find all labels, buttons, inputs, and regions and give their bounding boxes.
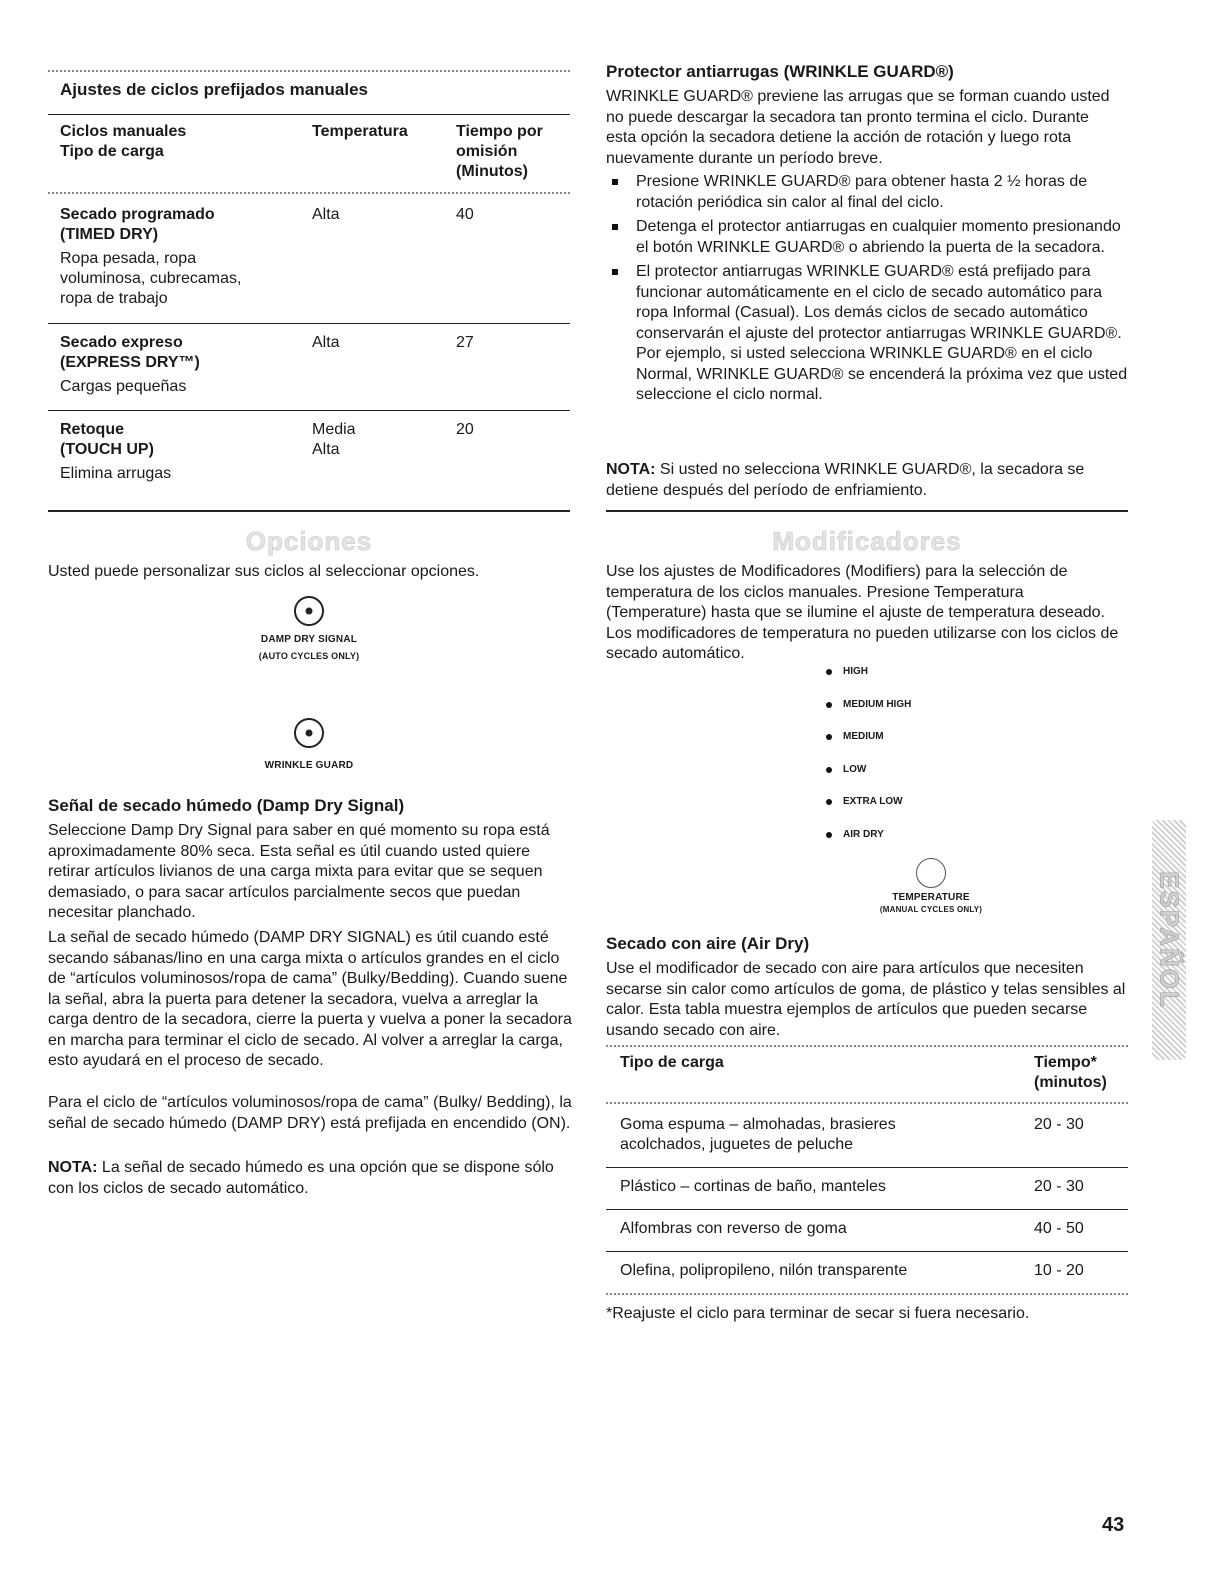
divider: [48, 510, 570, 512]
wrinkle-guard-knob: [48, 718, 570, 771]
divider: [48, 70, 570, 72]
cycle-desc: ropa de trabajo: [60, 290, 168, 307]
side-tab-label: ESPAÑOL: [1154, 871, 1185, 1009]
temp-option: AIR DRY: [826, 829, 911, 862]
list-item: Presione WRINKLE GUARD® para obtener hasta 2 ½ horas de rotación periódica sin calor al final del ciclo.: [606, 172, 1128, 213]
damp-dry-p2: La señal de secado húmedo (DAMP DRY SIGNAL) es útil cuando esté secando sábanas/lino en una carga mixta o artículos grandes en el ciclo de “artículos voluminosos/ropa de cama” (Bulky/Bedding). Cuando suene la señal, abra la puerta para detener la secadora, vuelva a arreglar la carga dentro de la secadora, cierre la puerta y vuelva a poner la secadora en marcha para terminar el ciclo de secado. Al volver a arreglar la carga, esto ayudará en el proceso de secado.: [48, 929, 572, 1069]
cycle-temp: Alta: [312, 441, 340, 458]
air-dry-heading: Secado con aire (Air Dry): [606, 934, 810, 953]
load-text: Alfombras con reverso de goma: [620, 1220, 847, 1237]
cycle-desc: voluminosa, cubrecamas,: [60, 270, 242, 287]
cycle-desc: Elimina arrugas: [60, 465, 172, 482]
temp-option: LOW: [826, 764, 911, 797]
wrinkle-heading: Protector antiarrugas (WRINKLE GUARD®): [606, 62, 954, 81]
header-manual-cycles: Ciclos manuales: [60, 123, 187, 140]
cycle-desc: Cargas pequeñas: [60, 378, 187, 395]
divider: [606, 1293, 1128, 1295]
header-load-type: Tipo de carga: [620, 1054, 724, 1071]
language-side-tab: [1152, 820, 1186, 1060]
knob-label: DAMP DRY SIGNAL: [260, 634, 358, 645]
temp-option: HIGH: [826, 666, 911, 699]
knob-sublabel: (AUTO CYCLES ONLY): [258, 651, 360, 661]
header-time-1: Tiempo por: [456, 123, 543, 140]
divider: [606, 1251, 1128, 1252]
note-text: La señal de secado húmedo es una opción que se dispone sólo con los ciclos de secado automático.: [48, 1159, 554, 1197]
wrinkle-intro: WRINKLE GUARD® previene las arrugas que se forman cuando usted no puede descargar la secadora tan pronto termina el ciclo. Durante esta opción la secadora detiene la acción de rotación y luego rota nuevamente durante un período breve.: [606, 88, 1110, 167]
knob-label: TEMPERATURE: [892, 892, 970, 903]
divider: [48, 114, 570, 115]
header-time-1: Tiempo*: [1034, 1054, 1097, 1071]
temp-option: MEDIUM HIGH: [826, 699, 911, 732]
load-text: Goma espuma – almohadas, brasieres: [620, 1116, 896, 1133]
cycle-temp: Alta: [312, 206, 340, 223]
air-dry-intro: Use el modificador de secado con aire para artículos que necesiten secarse sin calor como artículos de goma, de plástico y telas sensibles al calor. Esta tabla muestra ejemplos de artículos que pueden secarse usando secado con aire.: [606, 960, 1126, 1039]
divider: [606, 510, 1128, 512]
divider: [606, 1167, 1128, 1168]
cycles-table-title: Ajustes de ciclos prefijados manuales: [60, 80, 369, 99]
header-time-3: (Minutos): [456, 163, 528, 180]
load-text: Olefina, polipropileno, nilón transparente: [620, 1262, 908, 1279]
cycle-name: Secado programado: [60, 206, 215, 223]
air-dry-footnote: *Reajuste el ciclo para terminar de secar si fuera necesario.: [606, 1305, 1030, 1322]
knob-icon: [294, 596, 324, 626]
divider: [606, 1209, 1128, 1210]
note-label: NOTA:: [606, 461, 656, 478]
note-text: Si usted no selecciona WRINKLE GUARD®, la secadora se detiene después del período de enfriamiento.: [606, 461, 1085, 499]
knob-icon: [294, 718, 324, 748]
damp-dry-p1: Seleccione Damp Dry Signal para saber en qué momento su ropa está aproximadamente 80% seca. Esta señal es útil cuando usted quiere retirar artículos livianos de una carga mixta para evitar que se sequen demasiado, o para sacar artículos parcialmente secos que puedan necesitar planchado.: [48, 822, 550, 921]
cycle-name: Secado expreso: [60, 334, 183, 351]
time-text: 10 - 20: [1034, 1262, 1084, 1279]
divider: [48, 192, 570, 194]
temperature-list: [826, 666, 911, 861]
divider: [48, 410, 570, 411]
damp-dry-heading: Señal de secado húmedo (Damp Dry Signal): [48, 796, 405, 815]
damp-dry-knob: [48, 596, 570, 661]
modificadores-intro: Use los ajustes de Modificadores (Modifiers) para la selección de temperatura de los ciclos manuales. Presione Temperatura (Temperature) hasta que se ilumine el ajuste de temperatura deseado. Los modificadores de temperatura no pueden utilizarse con los ciclos de secado automático.: [606, 563, 1119, 662]
cycle-sub: (EXPRESS DRY™): [60, 354, 200, 371]
cycle-temp: Alta: [312, 334, 340, 351]
list-item: El protector antiarrugas WRINKLE GUARD® está prefijado para funcionar automáticamente en el ciclo de secado automático para ropa Informal (Casual). Los demás ciclos de secado automático conservarán el ajuste del protector antiarrugas WRINKLE GUARD®. Por ejemplo, si usted selecciona WRINKLE GUARD® en el ciclo Normal, WRINKLE GUARD® se encenderá la próxima vez que usted seleccione el ciclo normal.: [606, 262, 1128, 406]
page-number: 43: [1102, 1514, 1125, 1536]
cycle-name: Retoque: [60, 421, 124, 438]
header-temperature: Temperatura: [312, 123, 408, 140]
list-item: Detenga el protector antiarrugas en cualquier momento presionando el botón WRINKLE GUARD® o abriendo la puerta de la secadora.: [606, 217, 1128, 258]
temperature-knob: [606, 858, 1211, 914]
cycle-time: 40: [456, 206, 474, 223]
cycle-desc: Ropa pesada, ropa: [60, 250, 197, 267]
load-text: Plástico – cortinas de baño, manteles: [620, 1178, 886, 1195]
header-time-2: omisión: [456, 143, 518, 160]
divider: [48, 323, 570, 324]
cycle-time: 27: [456, 334, 474, 351]
cycle-temp: Media: [312, 421, 356, 438]
opciones-intro: Usted puede personalizar sus ciclos al seleccionar opciones.: [48, 563, 480, 580]
wrinkle-bullet-list: [606, 172, 1128, 410]
time-text: 20 - 30: [1034, 1116, 1084, 1133]
header-load-type: Tipo de carga: [60, 143, 164, 160]
note-label: NOTA:: [48, 1159, 98, 1176]
header-time-2: (minutos): [1034, 1074, 1107, 1091]
temp-option: EXTRA LOW: [826, 796, 911, 829]
knob-label: WRINKLE GUARD: [264, 760, 354, 771]
knob-sublabel: (MANUAL CYCLES ONLY): [879, 905, 983, 914]
cycle-sub: (TIMED DRY): [60, 226, 159, 243]
wrinkle-note: [606, 460, 1116, 501]
time-text: 20 - 30: [1034, 1178, 1084, 1195]
damp-dry-p3: Para el ciclo de “artículos voluminosos/ropa de cama” (Bulky/ Bedding), la señal de secado húmedo (DAMP DRY) está prefijada en encendido (ON).: [48, 1094, 572, 1132]
knob-icon: [916, 858, 946, 888]
temp-option: MEDIUM: [826, 731, 911, 764]
cycle-time: 20: [456, 421, 474, 438]
section-title-modificadores: Modificadores: [772, 526, 962, 556]
cycle-sub: (TOUCH UP): [60, 441, 154, 458]
divider: [606, 1102, 1128, 1104]
load-text: acolchados, juguetes de peluche: [620, 1136, 854, 1153]
section-title-opciones: Opciones: [245, 526, 373, 556]
time-text: 40 - 50: [1034, 1220, 1084, 1237]
divider: [606, 1045, 1128, 1047]
damp-dry-note: [48, 1158, 572, 1199]
